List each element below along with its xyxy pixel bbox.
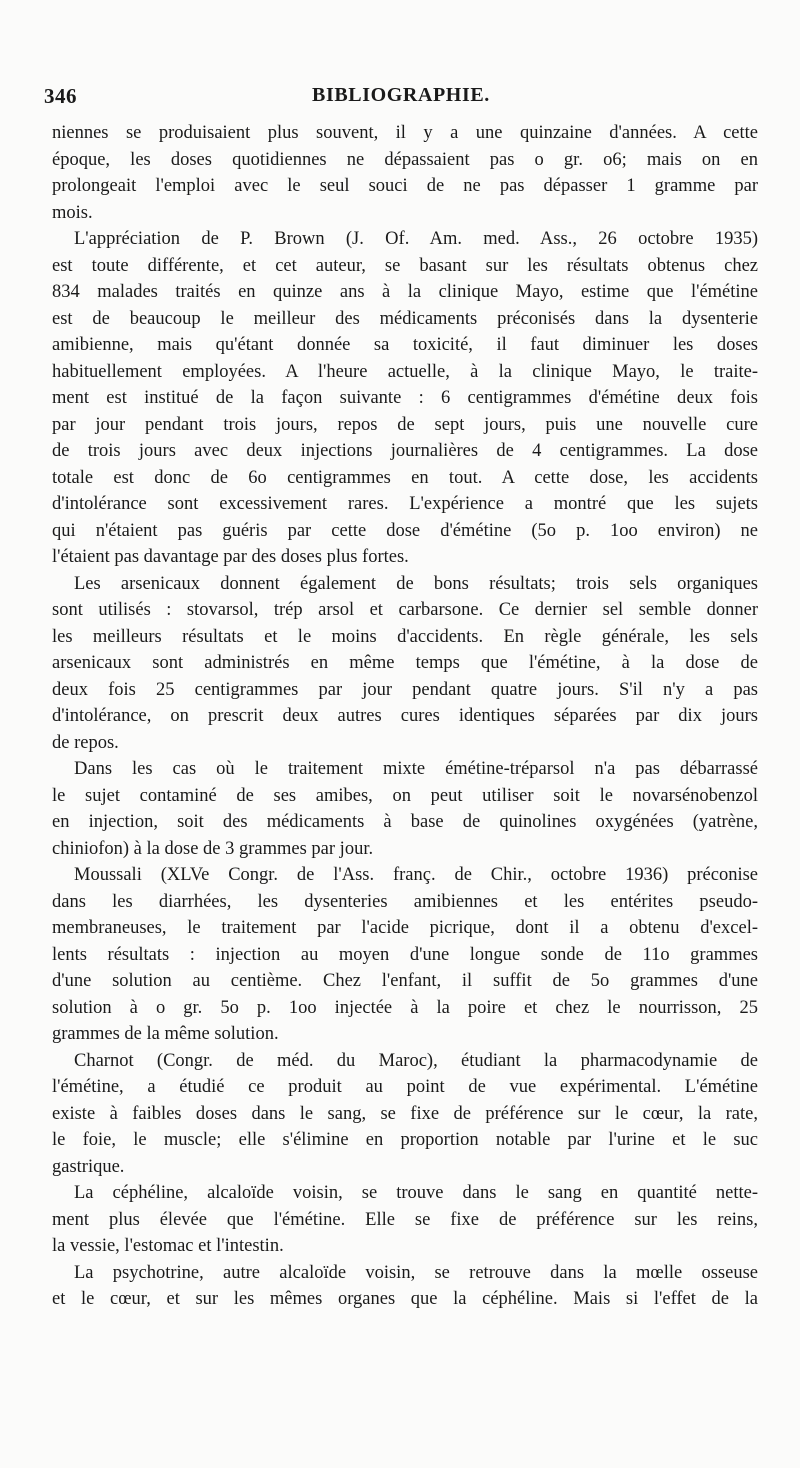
text-line: existe à faibles doses dans le sang, se fixe de préférence sur le cœur, la rate,: [52, 1103, 758, 1124]
running-title: BIBLIOGRAPHIE.: [312, 84, 490, 106]
body-text: [52, 120, 758, 1313]
text-line: d'intolérance, on prescrit deux autres cures identiques séparées par dix jours: [52, 706, 758, 726]
text-line: ment est institué de la façon suivante : 6 centigrammes d'émétine deux fois: [52, 388, 758, 408]
text-line: chiniofon) à la dose de 3 grammes par jour.: [52, 838, 374, 859]
text-line: sont utilisés : stovarsol, trép arsol et carbarsone. Ce dernier sel semble donner: [52, 600, 758, 620]
text-line: est toute différente, et cet auteur, se basant sur les résultats obtenus chez: [52, 255, 758, 276]
text-line: l'étaient pas davantage par des doses plus fortes.: [52, 547, 409, 567]
text-line: d'intolérance sont excessivement rares. L'expérience a montré que les sujets: [52, 494, 758, 514]
text-line: habituellement employées. A l'heure actuelle, à la clinique Mayo, le traite-: [52, 361, 758, 382]
text-line: totale est donc de 6o centigrammes en tout. A cette dose, les accidents: [52, 467, 758, 488]
text-line: niennes se produisaient plus souvent, il y a une quinzaine d'années. A cette: [52, 123, 758, 143]
text-line: par jour pendant trois jours, repos de sept jours, puis une nouvelle cure: [52, 414, 758, 435]
text-line: membraneuses, le traitement par l'acide picrique, dont il a obtenu d'excel-: [52, 918, 758, 938]
text-line: lents résultats : injection au moyen d'une longue sonde de 11o grammes: [52, 944, 758, 965]
text-line: Dans les cas où le traitement mixte émétine-tréparsol n'a pas débarrassé: [74, 759, 758, 779]
text-line: amibienne, mais qu'étant donnée sa toxicité, il faut diminuer les doses: [52, 335, 758, 355]
text-line: ment plus élevée que l'émétine. Elle se fixe de préférence sur les reins,: [52, 1209, 758, 1230]
page-number: 346: [44, 84, 77, 108]
text-line: le sujet contaminé de ses amibes, on peut utiliser soit le novarsénobenzol: [52, 785, 758, 806]
text-line: en injection, soit des médicaments à base de quinolines oxygénées (yatrène,: [52, 812, 758, 832]
text-line: le foie, le muscle; elle s'élimine en proportion notable par l'urine et le suc: [52, 1130, 758, 1150]
text-line: l'émétine, a étudié ce produit au point de vue expérimental. L'émétine: [52, 1077, 758, 1097]
text-line: deux fois 25 centigrammes par jour pendant quatre jours. S'il n'y a pas: [52, 679, 758, 700]
text-line: prolongeait l'emploi avec le seul souci de ne pas dépasser 1 gramme par: [52, 176, 758, 196]
text-line: Moussali (XLVe Congr. de l'Ass. franç. de Chir., octobre 1936) préconise: [74, 865, 758, 885]
text-line: de repos.: [52, 732, 119, 753]
page-header: [44, 84, 756, 112]
text-line: mois.: [52, 202, 93, 223]
text-line: dans les diarrhées, les dysenteries amibiennes et les entérites pseudo-: [52, 891, 758, 912]
text-line: d'une solution au centième. Chez l'enfant, il suffit de 5o grammes d'une: [52, 971, 758, 991]
text-line: est de beaucoup le meilleur des médicaments préconisés dans la dysenterie: [52, 308, 758, 329]
text-line: La céphéline, alcaloïde voisin, se trouve dans le sang en quantité nette-: [74, 1183, 758, 1203]
text-line: 834 malades traités en quinze ans à la clinique Mayo, estime que l'émétine: [52, 282, 758, 302]
text-line: La psychotrine, autre alcaloïde voisin, se retrouve dans la mœlle osseuse: [74, 1262, 758, 1283]
text-line: Les arsenicaux donnent également de bons résultats; trois sels organiques: [74, 573, 758, 594]
text-line: de trois jours avec deux injections journalières de 4 centigrammes. La dose: [52, 441, 758, 461]
text-line: qui n'étaient pas guéris par cette dose d'émétine (5o p. 1oo environ) ne: [52, 520, 758, 541]
text-line: les meilleurs résultats et le moins d'accidents. En règle générale, les sels: [52, 626, 758, 647]
text-line: époque, les doses quotidiennes ne dépassaient pas o gr. o6; mais on en: [52, 149, 758, 170]
text-line: la vessie, l'estomac et l'intestin.: [52, 1236, 284, 1256]
text-line: solution à o gr. 5o p. 1oo injectée à la poire et chez le nourrisson, 25: [52, 997, 758, 1018]
text-line: et le cœur, et sur les mêmes organes que la céphéline. Mais si l'effet de la: [52, 1289, 758, 1309]
text-line: L'appréciation de P. Brown (J. Of. Am. med. Ass., 26 octobre 1935): [74, 229, 758, 249]
text-line: gastrique.: [52, 1156, 125, 1177]
text-line: arsenicaux sont administrés en même temps que l'émétine, à la dose de: [52, 653, 758, 673]
text-line: Charnot (Congr. de méd. du Maroc), étudiant la pharmacodynamie de: [74, 1050, 758, 1071]
text-line: grammes de la même solution.: [52, 1024, 279, 1044]
